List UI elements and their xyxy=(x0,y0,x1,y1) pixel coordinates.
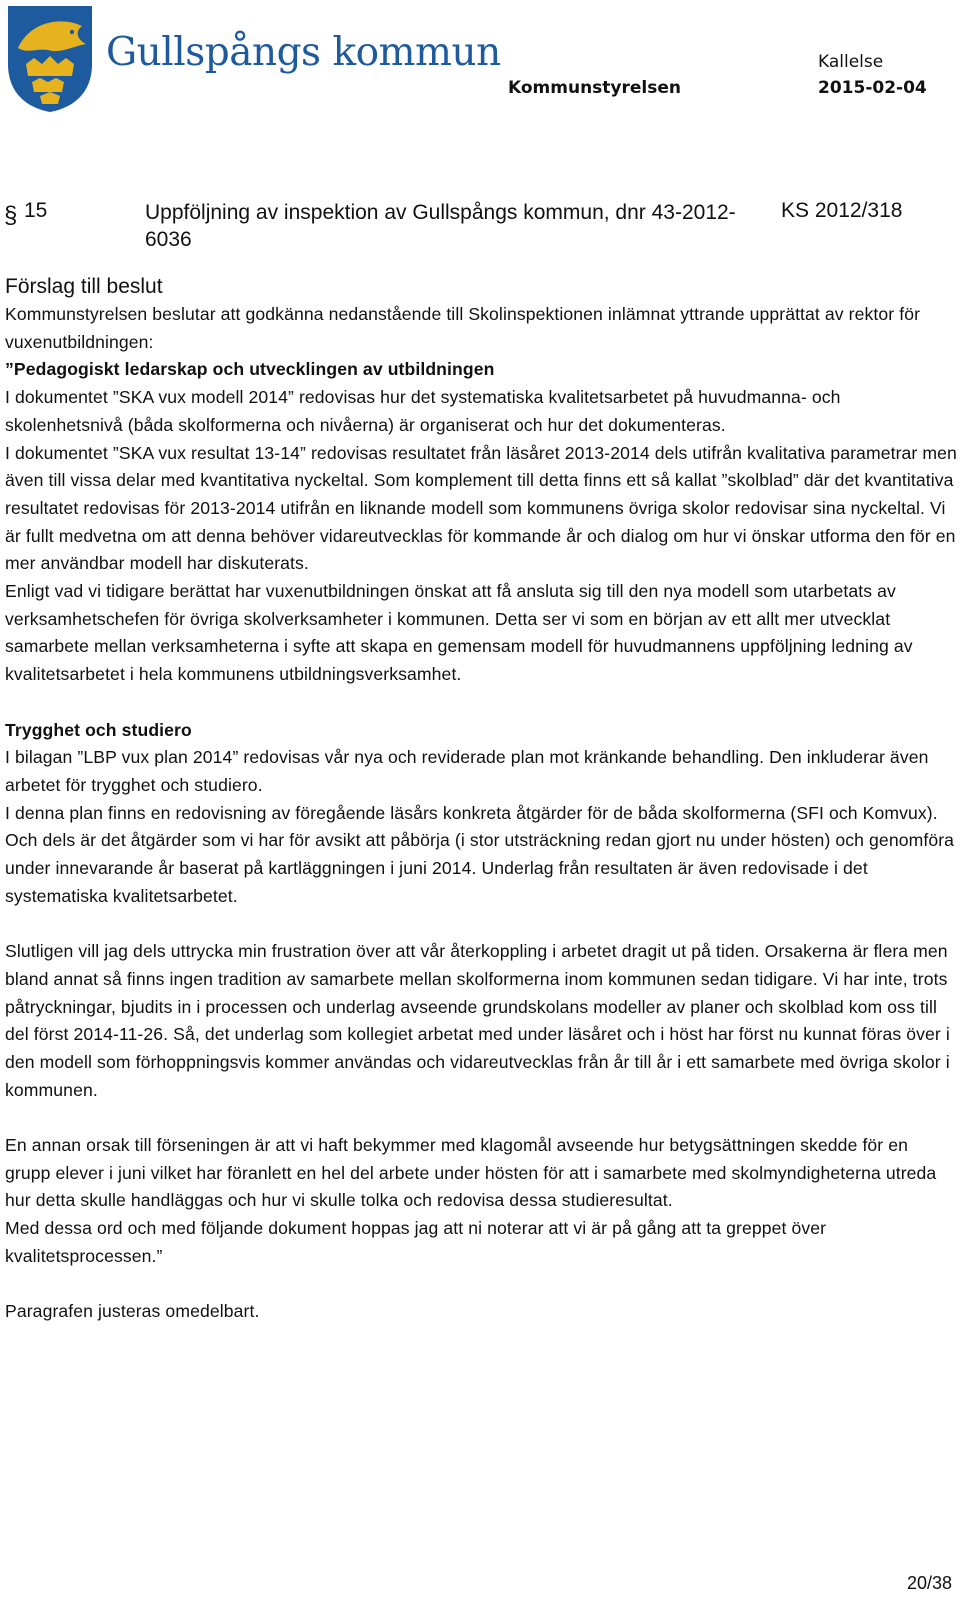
section-sign-icon: § xyxy=(4,202,18,229)
paragraph: I dokumentet ”SKA vux resultat 13-14” redovisas resultatet från läsåret 2013-2014 dels utifrån kvalitativa parametrar men även till vissa delar med kvantitativa nyckeltal. Som komplement till detta finns ett så kallat ”skolblad” där det kvantitativa resultatet redovisas för 2013-2014 utifrån en liknande modell som kommunens övriga skolor redovisar sina nyckeltal. Vi är fullt medvetna om att denna behöver vidareutvecklas för kommande år och dialog om hur vi önskar utforma den för en mer användbar modell har diskuterats. xyxy=(5,442,957,574)
spacer xyxy=(5,910,957,938)
document-date: 2015-02-04 xyxy=(818,78,927,98)
document-type: Kallelse xyxy=(818,52,884,72)
item-number: 15 xyxy=(24,199,48,222)
paragraph: Med dessa ord och med följande dokument hoppas jag att ni noterar att vi är på gång att ta greppet över kvalitetsprocessen.” xyxy=(5,1218,827,1266)
committee-name: Kommunstyrelsen xyxy=(508,78,682,98)
paragraph: I bilagan ”LBP vux plan 2014” redovisas vår nya och reviderade plan mot kränkande behandling. Den inkluderar även arbetet för trygghet och studiero. xyxy=(5,747,929,795)
organization-name: Gullspångs kommun xyxy=(106,30,501,75)
spacer xyxy=(5,1271,957,1299)
case-number: KS 2012/318 xyxy=(781,199,903,222)
paragraph: Enligt vad vi tidigare berättat har vuxenutbildningen önskat att få ansluta sig till den nya modell som utarbetats av verksamhetschefen för övriga skolverksamheter i kommunen. Detta ser vi som en början av ett allt mer utvecklat samarbete mellan verksamheterna i syfte att skapa en gemensam modell för huvudmannens uppföljning ledning av kvalitetsarbetet i hela kommunens utbildningsverksamhet. xyxy=(5,581,913,685)
spacer xyxy=(5,689,957,717)
municipality-coat-of-arms-logo xyxy=(4,2,96,114)
subheading-trygghet-och-studiero: Trygghet och studiero xyxy=(5,719,192,740)
paragraph: I dokumentet ”SKA vux modell 2014” redovisas hur det systematiska kvalitetsarbetet på huvudmanna- och skolenhetsnivå (båda skolformerna och nivåerna) är organiserat och hur det dokumenteras. xyxy=(5,387,841,435)
subheading-pedagogiskt-ledarskap: ”Pedagogiskt ledarskap och utvecklingen av utbildningen xyxy=(5,359,495,380)
decision-text: Kommunstyrelsen beslutar att godkänna nedanstående till Skolinspektionen inlämnat yttrande upprättat av rektor för vuxenutbildningen: xyxy=(5,304,921,352)
spacer xyxy=(5,1104,957,1132)
paragraph: I denna plan finns en redovisning av föregående läsårs konkreta åtgärder för de båda skolformerna (SFI och Komvux). Och dels är det åtgärder som vi har för avsikt att påbörja (i stor utsträckning redan gjort nu under hösten) och genomföra under innevarande år baserat på kartläggningen i juni 2014. Underlag från resultaten är även redovisade i det systematiska kvalitetsarbetet. xyxy=(5,802,955,906)
paragraph: Slutligen vill jag dels uttrycka min frustration över att vår återkoppling i arbetet dragit ut på tiden. Orsakerna är flera men bland annat så finns ingen tradition av samarbete mellan skolformerna inom kommunen sedan tidigare. Vi har inte, trots påtryckningar, bjudits in i processen och underlag avseende grundskolans modeller av planer och skolblad kom oss till del först 2014-11-26. Så, det underlag som kollegiet arbetat med under läsåret och i höst har först nu kunnat föras över i den modell som förhoppningsvis kommer användas och vidareutvecklas från år till år i ett samarbete med övriga skolor i kommunen. xyxy=(5,941,950,1100)
item-title: Uppföljning av inspektion av Gullspångs kommun, dnr 43-2012-6036 xyxy=(145,201,736,251)
paragraph: En annan orsak till förseningen är att vi haft bekymmer med klagomål avseende hur betygsättningen skedde för en grupp elever i juni vilket har föranlett en hel del arbete under hösten för att i samarbete med skolmyndigheterna utreda hur detta skulle handläggas och hur vi skulle tolka och redovisa dessa studieresultat. xyxy=(5,1135,937,1211)
document-body xyxy=(5,301,957,1326)
page-number: 20/38 xyxy=(906,1573,952,1593)
proposal-heading: Förslag till beslut xyxy=(5,275,163,298)
closing-statement: Paragrafen justeras omedelbart. xyxy=(5,1301,260,1322)
